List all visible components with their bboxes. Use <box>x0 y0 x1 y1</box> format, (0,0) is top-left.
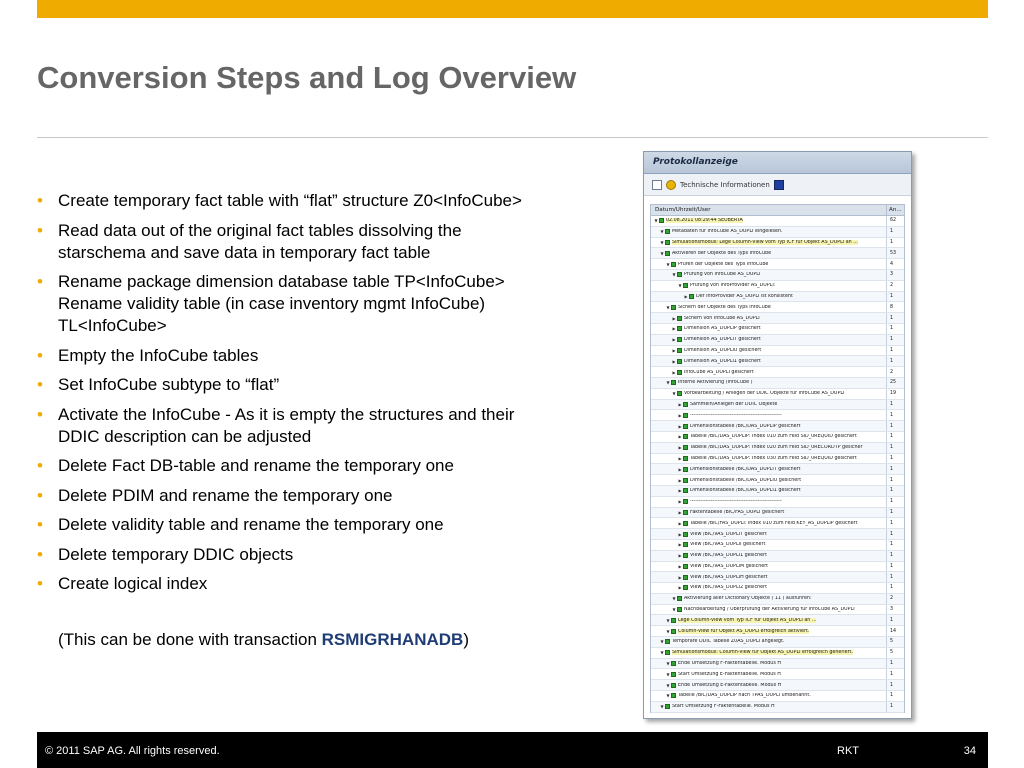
status-ok-icon <box>683 456 688 461</box>
log-row[interactable] <box>651 464 904 475</box>
sap-window-title: Protokollanzeige <box>644 152 911 174</box>
expand-arrow-icon[interactable]: ▼ <box>666 682 670 688</box>
sap-toolbar <box>644 174 911 196</box>
log-message: Start Umsetzung E-Faktentabelle. Modus H <box>678 671 781 677</box>
log-message: Sammeln/Anlegen der DDIC Objekte <box>690 401 778 407</box>
log-message: Nachbearbeitung / Überprüfung der Aktivierung für InfoCube AS_DUPLI <box>684 607 855 613</box>
bullet-text: Delete temporary DDIC objects <box>58 544 294 564</box>
expand-arrow-icon[interactable]: ▶ <box>678 499 682 505</box>
log-message: Dimension AS_DUPLIT gesichert <box>684 337 761 343</box>
log-message: Dimensionstabelle /BIC/DAS_DUPLIP gesichert <box>690 423 801 429</box>
log-count: 19 <box>886 389 904 399</box>
status-ok-icon <box>683 478 688 483</box>
log-row[interactable] <box>651 216 904 227</box>
top-accent-bar <box>37 0 988 18</box>
log-count: 1 <box>886 335 904 345</box>
log-count: 1 <box>886 659 904 669</box>
log-count: 4 <box>886 259 904 269</box>
status-ok-icon <box>683 564 688 569</box>
status-ok-icon <box>683 467 688 472</box>
log-message: Aktivieren der Objekte des Typs InfoCube <box>672 250 772 256</box>
expand-arrow-icon[interactable]: ▶ <box>678 563 682 569</box>
expand-arrow-icon[interactable]: ▼ <box>660 250 664 256</box>
column-count: An... <box>886 205 904 215</box>
status-ok-icon <box>677 607 682 612</box>
log-count: 1 <box>886 292 904 302</box>
log-row[interactable] <box>651 605 904 616</box>
bullet-text: Create temporary fact table with “flat” structure Z0<InfoCube> <box>58 191 522 210</box>
log-message: Prüfen der Objekte des Typs InfoCube <box>678 261 769 267</box>
log-count: 1 <box>886 669 904 679</box>
log-count: 1 <box>886 227 904 237</box>
transaction-note <box>58 630 469 650</box>
log-row[interactable] <box>651 313 904 324</box>
sap-log-screenshot <box>643 151 912 719</box>
log-row[interactable] <box>651 594 904 605</box>
log-message: Der InfoProvider AS_DUPLI ist konsistent <box>696 293 793 299</box>
log-message: View /BIC/VAS_DUPLI2 gesichert <box>690 585 767 591</box>
log-row[interactable] <box>651 259 904 270</box>
bullet-dot-icon: • <box>37 272 43 291</box>
log-row[interactable] <box>651 518 904 529</box>
log-row[interactable] <box>651 302 904 313</box>
log-row[interactable] <box>651 551 904 562</box>
expand-arrow-icon[interactable]: ▶ <box>678 466 682 472</box>
log-count: 8 <box>886 302 904 312</box>
status-ok-icon <box>683 424 688 429</box>
log-row[interactable] <box>651 648 904 659</box>
log-row[interactable] <box>651 691 904 702</box>
log-row[interactable] <box>651 335 904 346</box>
expand-arrow-icon[interactable]: ▼ <box>660 239 664 245</box>
bullet-item <box>37 374 607 396</box>
log-row[interactable] <box>651 659 904 670</box>
log-message: Dimensionstabelle /BIC/DAS_DUPLIT gesichert <box>690 466 801 472</box>
log-count: 1 <box>886 551 904 561</box>
bullet-dot-icon: • <box>37 574 43 593</box>
expand-arrow-icon[interactable]: ▼ <box>666 380 670 386</box>
log-row[interactable] <box>651 400 904 411</box>
log-row[interactable] <box>651 680 904 691</box>
status-ok-icon <box>665 650 670 655</box>
status-ok-icon <box>671 618 676 623</box>
info-icon <box>774 180 784 190</box>
log-row[interactable] <box>651 529 904 540</box>
log-row[interactable] <box>651 227 904 238</box>
log-message: View /BIC/VAS_DUPLIM gesichert <box>690 563 769 569</box>
status-ok-icon <box>671 262 676 267</box>
log-count: 1 <box>886 615 904 625</box>
log-count: 1 <box>886 518 904 528</box>
status-ok-icon <box>683 434 688 439</box>
log-row[interactable] <box>651 292 904 303</box>
log-count: 1 <box>886 324 904 334</box>
bullet-text: Rename package dimension database table TP<InfoCube> <box>58 272 505 291</box>
log-row[interactable] <box>651 637 904 648</box>
log-row[interactable] <box>651 626 904 637</box>
log-message: Simulationsmodus: Lege Column-View vom Typ ICF für Objekt AS_DUPLI an ... <box>672 239 858 245</box>
bullet-dot-icon: • <box>37 515 43 534</box>
log-row[interactable] <box>651 702 904 713</box>
status-ok-icon <box>665 704 670 709</box>
log-row[interactable] <box>651 669 904 680</box>
status-ok-icon <box>671 683 676 688</box>
expand-arrow-icon[interactable]: ▼ <box>660 704 664 710</box>
title-divider <box>37 137 988 138</box>
expand-arrow-icon[interactable]: ▼ <box>660 229 664 235</box>
log-message: InfoCube AS_DUPLI gesichert <box>684 369 754 375</box>
status-ok-icon <box>677 391 682 396</box>
expand-arrow-icon[interactable]: ▶ <box>678 477 682 483</box>
log-row[interactable] <box>651 281 904 292</box>
status-ok-icon <box>677 348 682 353</box>
status-ok-icon <box>677 316 682 321</box>
log-message: Ende Umsetzung F-Faktentabelle. Modus H <box>678 661 781 667</box>
log-message: Dimension AS_DUPLIU gesichert <box>684 347 762 353</box>
log-message: Faktentabelle /BIC/FAS_DUPLI gesichert <box>690 509 785 515</box>
log-message: Temporäre DDIC Tabelle Z0AS_DUPLI angelegt. <box>672 639 785 645</box>
status-ok-icon <box>671 672 676 677</box>
expand-arrow-icon[interactable]: ▶ <box>678 574 682 580</box>
status-ok-icon <box>683 585 688 590</box>
status-ok-icon <box>677 337 682 342</box>
expand-arrow-icon[interactable]: ▶ <box>684 293 688 299</box>
log-message: Prüfung von InfoProvider AS_DUPLI: <box>690 283 776 289</box>
status-ok-icon <box>677 359 682 364</box>
log-count: 1 <box>886 421 904 431</box>
expand-arrow-icon[interactable]: ▼ <box>672 391 676 397</box>
copyright: © 2011 SAP AG. All rights reserved. <box>45 745 220 757</box>
log-message: Dimension AS_DUPLIP gesichert <box>684 326 761 332</box>
log-row[interactable] <box>651 356 904 367</box>
log-row[interactable] <box>651 572 904 583</box>
expand-arrow-icon[interactable]: ▼ <box>666 261 670 267</box>
log-message: Sichern der Objekte des Typs InfoCube <box>678 304 771 310</box>
log-message: Column-View für Objekt AS_DUPLI erfolgreich aktiviert. <box>678 628 810 634</box>
help-icon <box>666 180 676 190</box>
expand-arrow-icon[interactable]: ▼ <box>666 671 670 677</box>
log-row[interactable] <box>651 410 904 421</box>
log-message: Aktivierung aller Dictionary Objekte ( 11 ) ausführen: <box>684 596 812 602</box>
log-count: 1 <box>886 454 904 464</box>
log-count: 62 <box>886 216 904 226</box>
bullet-dot-icon: • <box>37 544 43 564</box>
expand-arrow-icon[interactable]: ▶ <box>672 315 676 321</box>
status-ok-icon <box>683 553 688 558</box>
expand-arrow-icon[interactable]: ▼ <box>666 617 670 623</box>
expand-arrow-icon[interactable]: ▶ <box>672 347 676 353</box>
log-count: 1 <box>886 497 904 507</box>
log-row[interactable] <box>651 615 904 626</box>
log-message: Start Umsetzung F-Faktentabelle. Modus H <box>672 704 775 710</box>
log-row[interactable] <box>651 378 904 389</box>
log-count: 1 <box>886 680 904 690</box>
log-message: Lege Column-View vom Typ ICF für Objekt AS_DUPLI an ... <box>678 617 817 623</box>
status-ok-icon <box>671 693 676 698</box>
expand-arrow-icon[interactable]: ▶ <box>678 401 682 407</box>
log-count: 2 <box>886 594 904 604</box>
status-ok-icon <box>683 575 688 580</box>
expand-arrow-icon[interactable]: ▶ <box>672 358 676 364</box>
log-row[interactable] <box>651 443 904 454</box>
sap-log-tree <box>650 216 905 713</box>
presenter: RKT <box>837 745 859 757</box>
expand-arrow-icon[interactable]: ▼ <box>660 639 664 645</box>
log-row[interactable] <box>651 497 904 508</box>
expand-arrow-icon[interactable]: ▶ <box>678 509 682 515</box>
bullet-item <box>37 220 607 264</box>
log-message: Ende Umsetzung E-Faktentabelle. Modus H <box>678 682 782 688</box>
status-ok-icon <box>677 326 682 331</box>
log-message: ----------------------------------------------------- <box>690 499 782 505</box>
expand-arrow-icon[interactable]: ▶ <box>678 434 682 440</box>
bullet-item <box>37 455 607 477</box>
log-count: 1 <box>886 400 904 410</box>
bullet-item <box>37 345 607 367</box>
bullet-item <box>37 190 607 212</box>
log-count: 53 <box>886 248 904 258</box>
log-count: 1 <box>886 486 904 496</box>
log-row[interactable] <box>651 324 904 335</box>
bullet-dot-icon: • <box>37 220 43 240</box>
log-row[interactable] <box>651 583 904 594</box>
log-message: Dimensionstabelle /BIC/DAS_DUPLIU gesichert <box>690 477 802 483</box>
sap-column-header <box>650 204 905 216</box>
log-message: Metadaten für InfoCube AS_DUPLI eingelesen. <box>672 229 783 235</box>
log-message: Dimensionstabelle /BIC/DAS_DUPLI1 gesichert <box>690 488 801 494</box>
expand-arrow-icon[interactable]: ▶ <box>678 553 682 559</box>
status-ok-icon <box>665 240 670 245</box>
log-count: 5 <box>886 648 904 658</box>
page-number: 34 <box>963 745 976 757</box>
log-count: 3 <box>886 270 904 280</box>
bullet-text: DDIC description can be adjusted <box>58 426 312 446</box>
bullet-dot-icon: • <box>37 345 43 365</box>
status-ok-icon <box>683 413 688 418</box>
status-ok-icon <box>677 370 682 375</box>
log-row[interactable] <box>651 248 904 259</box>
log-count: 1 <box>886 508 904 518</box>
log-count: 14 <box>886 626 904 636</box>
bullet-item <box>37 485 607 507</box>
bullet-text: Empty the InfoCube tables <box>58 345 259 365</box>
expand-arrow-icon[interactable]: ▶ <box>678 520 682 526</box>
log-count: 1 <box>886 313 904 323</box>
expand-arrow-icon[interactable]: ▶ <box>672 337 676 343</box>
expand-arrow-icon[interactable]: ▶ <box>678 445 682 451</box>
log-message: View /BIC/VAS_DUPLIH gesichert <box>690 574 768 580</box>
log-row[interactable] <box>651 346 904 357</box>
log-row[interactable] <box>651 432 904 443</box>
status-ok-icon <box>665 639 670 644</box>
expand-arrow-icon[interactable]: ▼ <box>666 661 670 667</box>
log-row[interactable] <box>651 389 904 400</box>
footer-bar <box>37 732 988 768</box>
expand-arrow-icon[interactable]: ▶ <box>678 531 682 537</box>
expand-arrow-icon[interactable]: ▶ <box>678 412 682 418</box>
bullet-dot-icon: • <box>37 191 43 210</box>
log-row[interactable] <box>651 562 904 573</box>
bullet-dot-icon: • <box>37 375 43 394</box>
status-ok-icon <box>671 661 676 666</box>
refresh-icon <box>652 180 662 190</box>
log-row[interactable] <box>651 238 904 249</box>
log-count: 1 <box>886 443 904 453</box>
log-count: 1 <box>886 572 904 582</box>
bullet-dot-icon: • <box>37 456 43 475</box>
bullet-text: TL<InfoCube> <box>58 316 167 335</box>
expand-arrow-icon[interactable]: ▼ <box>672 596 676 602</box>
bullet-text: Read data out of the original fact tables dissolving the <box>58 220 462 240</box>
status-ok-icon <box>665 251 670 256</box>
log-count: 1 <box>886 464 904 474</box>
log-row[interactable] <box>651 421 904 432</box>
log-count: 1 <box>886 410 904 420</box>
bullet-item <box>37 544 607 566</box>
log-count: 25 <box>886 378 904 388</box>
log-message: View /BIC/VAS_DUPLII gesichert <box>690 542 766 548</box>
bullet-text: Delete PDIM and rename the temporary one <box>58 485 393 505</box>
expand-arrow-icon[interactable]: ▼ <box>654 218 658 224</box>
log-count: 1 <box>886 346 904 356</box>
log-count: 1 <box>886 562 904 572</box>
slide-title: Conversion Steps and Log Overview <box>37 60 577 95</box>
bullet-dot-icon: • <box>37 404 43 424</box>
log-message: View /BIC/VAS_DUPLIT gesichert <box>690 531 767 537</box>
status-ok-icon <box>677 596 682 601</box>
log-message: Sichern von InfoCube AS_DUPLI <box>684 315 760 321</box>
expand-arrow-icon[interactable]: ▶ <box>678 542 682 548</box>
bullet-dot-icon: • <box>37 485 43 505</box>
log-count: 2 <box>886 367 904 377</box>
log-message: Tabelle /BIC/DAS_DUPLIP nach TPAS_DUPLI umbenannt. <box>678 693 811 699</box>
column-date: Datum/Uhrzeit/User <box>655 207 711 213</box>
log-message: 02.08.2011 08:29:44 SEUBERTA <box>666 218 743 224</box>
status-ok-icon <box>671 380 676 385</box>
bullet-item <box>37 573 607 595</box>
expand-arrow-icon[interactable]: ▶ <box>678 455 682 461</box>
log-count: 1 <box>886 691 904 701</box>
log-message: Tabelle /BIC/FAS_DUPLI: Index 010 zum Feld KEY_AS_DUPLIP gesichert <box>690 520 858 526</box>
bullet-item <box>37 404 607 448</box>
log-count: 1 <box>886 475 904 485</box>
expand-arrow-icon[interactable]: ▶ <box>678 423 682 429</box>
status-ok-icon <box>683 488 688 493</box>
log-count: 1 <box>886 432 904 442</box>
log-message: Interne Aktivierung (InfoCube ) <box>678 380 753 386</box>
log-row[interactable] <box>651 367 904 378</box>
status-ok-icon <box>683 402 688 407</box>
log-count: 1 <box>886 238 904 248</box>
status-ok-icon <box>671 629 676 634</box>
expand-arrow-icon[interactable]: ▼ <box>666 304 670 310</box>
log-message: Tabelle /BIC/DAS_DUPLIP: Index 010 zum Feld SID_0REQUID gesichert <box>690 434 857 440</box>
note-suffix: ) <box>463 630 469 649</box>
bullet-item <box>37 514 607 536</box>
status-ok-icon <box>683 532 688 537</box>
log-count: 1 <box>886 583 904 593</box>
bullet-text: Set InfoCube subtype to “flat” <box>58 375 280 394</box>
note-prefix: (This can be done with transaction <box>58 630 322 649</box>
log-message: Prüfung von InfoCube AS_DUPLI <box>684 272 761 278</box>
log-message: Dimension AS_DUPLI1 gesichert <box>684 358 761 364</box>
expand-arrow-icon[interactable]: ▶ <box>678 488 682 494</box>
expand-arrow-icon[interactable]: ▼ <box>678 283 682 289</box>
log-message: ----------------------------------------------------- <box>690 412 782 418</box>
expand-arrow-icon[interactable]: ▼ <box>660 650 664 656</box>
status-ok-icon <box>683 283 688 288</box>
status-ok-icon <box>689 294 694 299</box>
log-row[interactable] <box>651 540 904 551</box>
log-row[interactable] <box>651 508 904 519</box>
bullet-text: Activate the InfoCube - As it is empty the structures and their <box>58 404 515 424</box>
expand-arrow-icon[interactable]: ▼ <box>672 272 676 278</box>
log-count: 2 <box>886 281 904 291</box>
transaction-code: RSMIGRHANADB <box>321 630 464 649</box>
bullet-text: starschema and save data in temporary fact table <box>58 242 431 262</box>
status-ok-icon <box>677 272 682 277</box>
log-count: 1 <box>886 529 904 539</box>
bullet-text: Delete Fact DB-table and rename the temporary one <box>58 456 454 475</box>
status-ok-icon <box>683 542 688 547</box>
status-ok-icon <box>683 510 688 515</box>
log-message: View /BIC/VAS_DUPLI1 gesichert <box>690 553 767 559</box>
status-ok-icon <box>665 229 670 234</box>
log-message: Simulationsmodus: Column-View für Objekt AS_DUPLI erfolgreich generiert. <box>672 650 853 656</box>
status-ok-icon <box>683 499 688 504</box>
log-row[interactable] <box>651 270 904 281</box>
expand-arrow-icon[interactable]: ▶ <box>678 585 682 591</box>
status-ok-icon <box>683 445 688 450</box>
expand-arrow-icon[interactable]: ▶ <box>672 369 676 375</box>
log-message: Tabelle /BIC/DAS_DUPLIP: Index 020 zum Feld SID_0RECORDTP gesicher <box>690 445 863 451</box>
technical-info-label: Technische Informationen <box>680 180 770 189</box>
expand-arrow-icon[interactable]: ▶ <box>672 326 676 332</box>
log-count: 1 <box>886 702 904 712</box>
expand-arrow-icon[interactable]: ▼ <box>666 693 670 699</box>
status-ok-icon <box>659 218 664 223</box>
log-message: Tabelle /BIC/DAS_DUPLIP: Index 030 zum Feld SID_0REQUID gesichert <box>690 455 857 461</box>
log-count: 1 <box>886 540 904 550</box>
bullet-text: Create logical index <box>58 574 208 593</box>
status-ok-icon <box>671 305 676 310</box>
log-count: 5 <box>886 637 904 647</box>
log-count: 3 <box>886 605 904 615</box>
log-row[interactable] <box>651 454 904 465</box>
status-ok-icon <box>683 521 688 526</box>
expand-arrow-icon[interactable]: ▼ <box>672 607 676 613</box>
log-message: Vorbearbeitung / Anlegen der DDIC Objekte für InfoCube AS_DUPLI <box>684 391 845 397</box>
bullet-item <box>37 271 607 337</box>
bullet-text: Delete validity table and rename the temporary one <box>58 515 444 534</box>
expand-arrow-icon[interactable]: ▼ <box>666 628 670 634</box>
log-row[interactable] <box>651 475 904 486</box>
log-row[interactable] <box>651 486 904 497</box>
bullet-list <box>37 190 607 603</box>
bullet-text: Rename validity table (in case inventory mgmt InfoCube) <box>58 294 486 313</box>
log-count: 1 <box>886 356 904 366</box>
